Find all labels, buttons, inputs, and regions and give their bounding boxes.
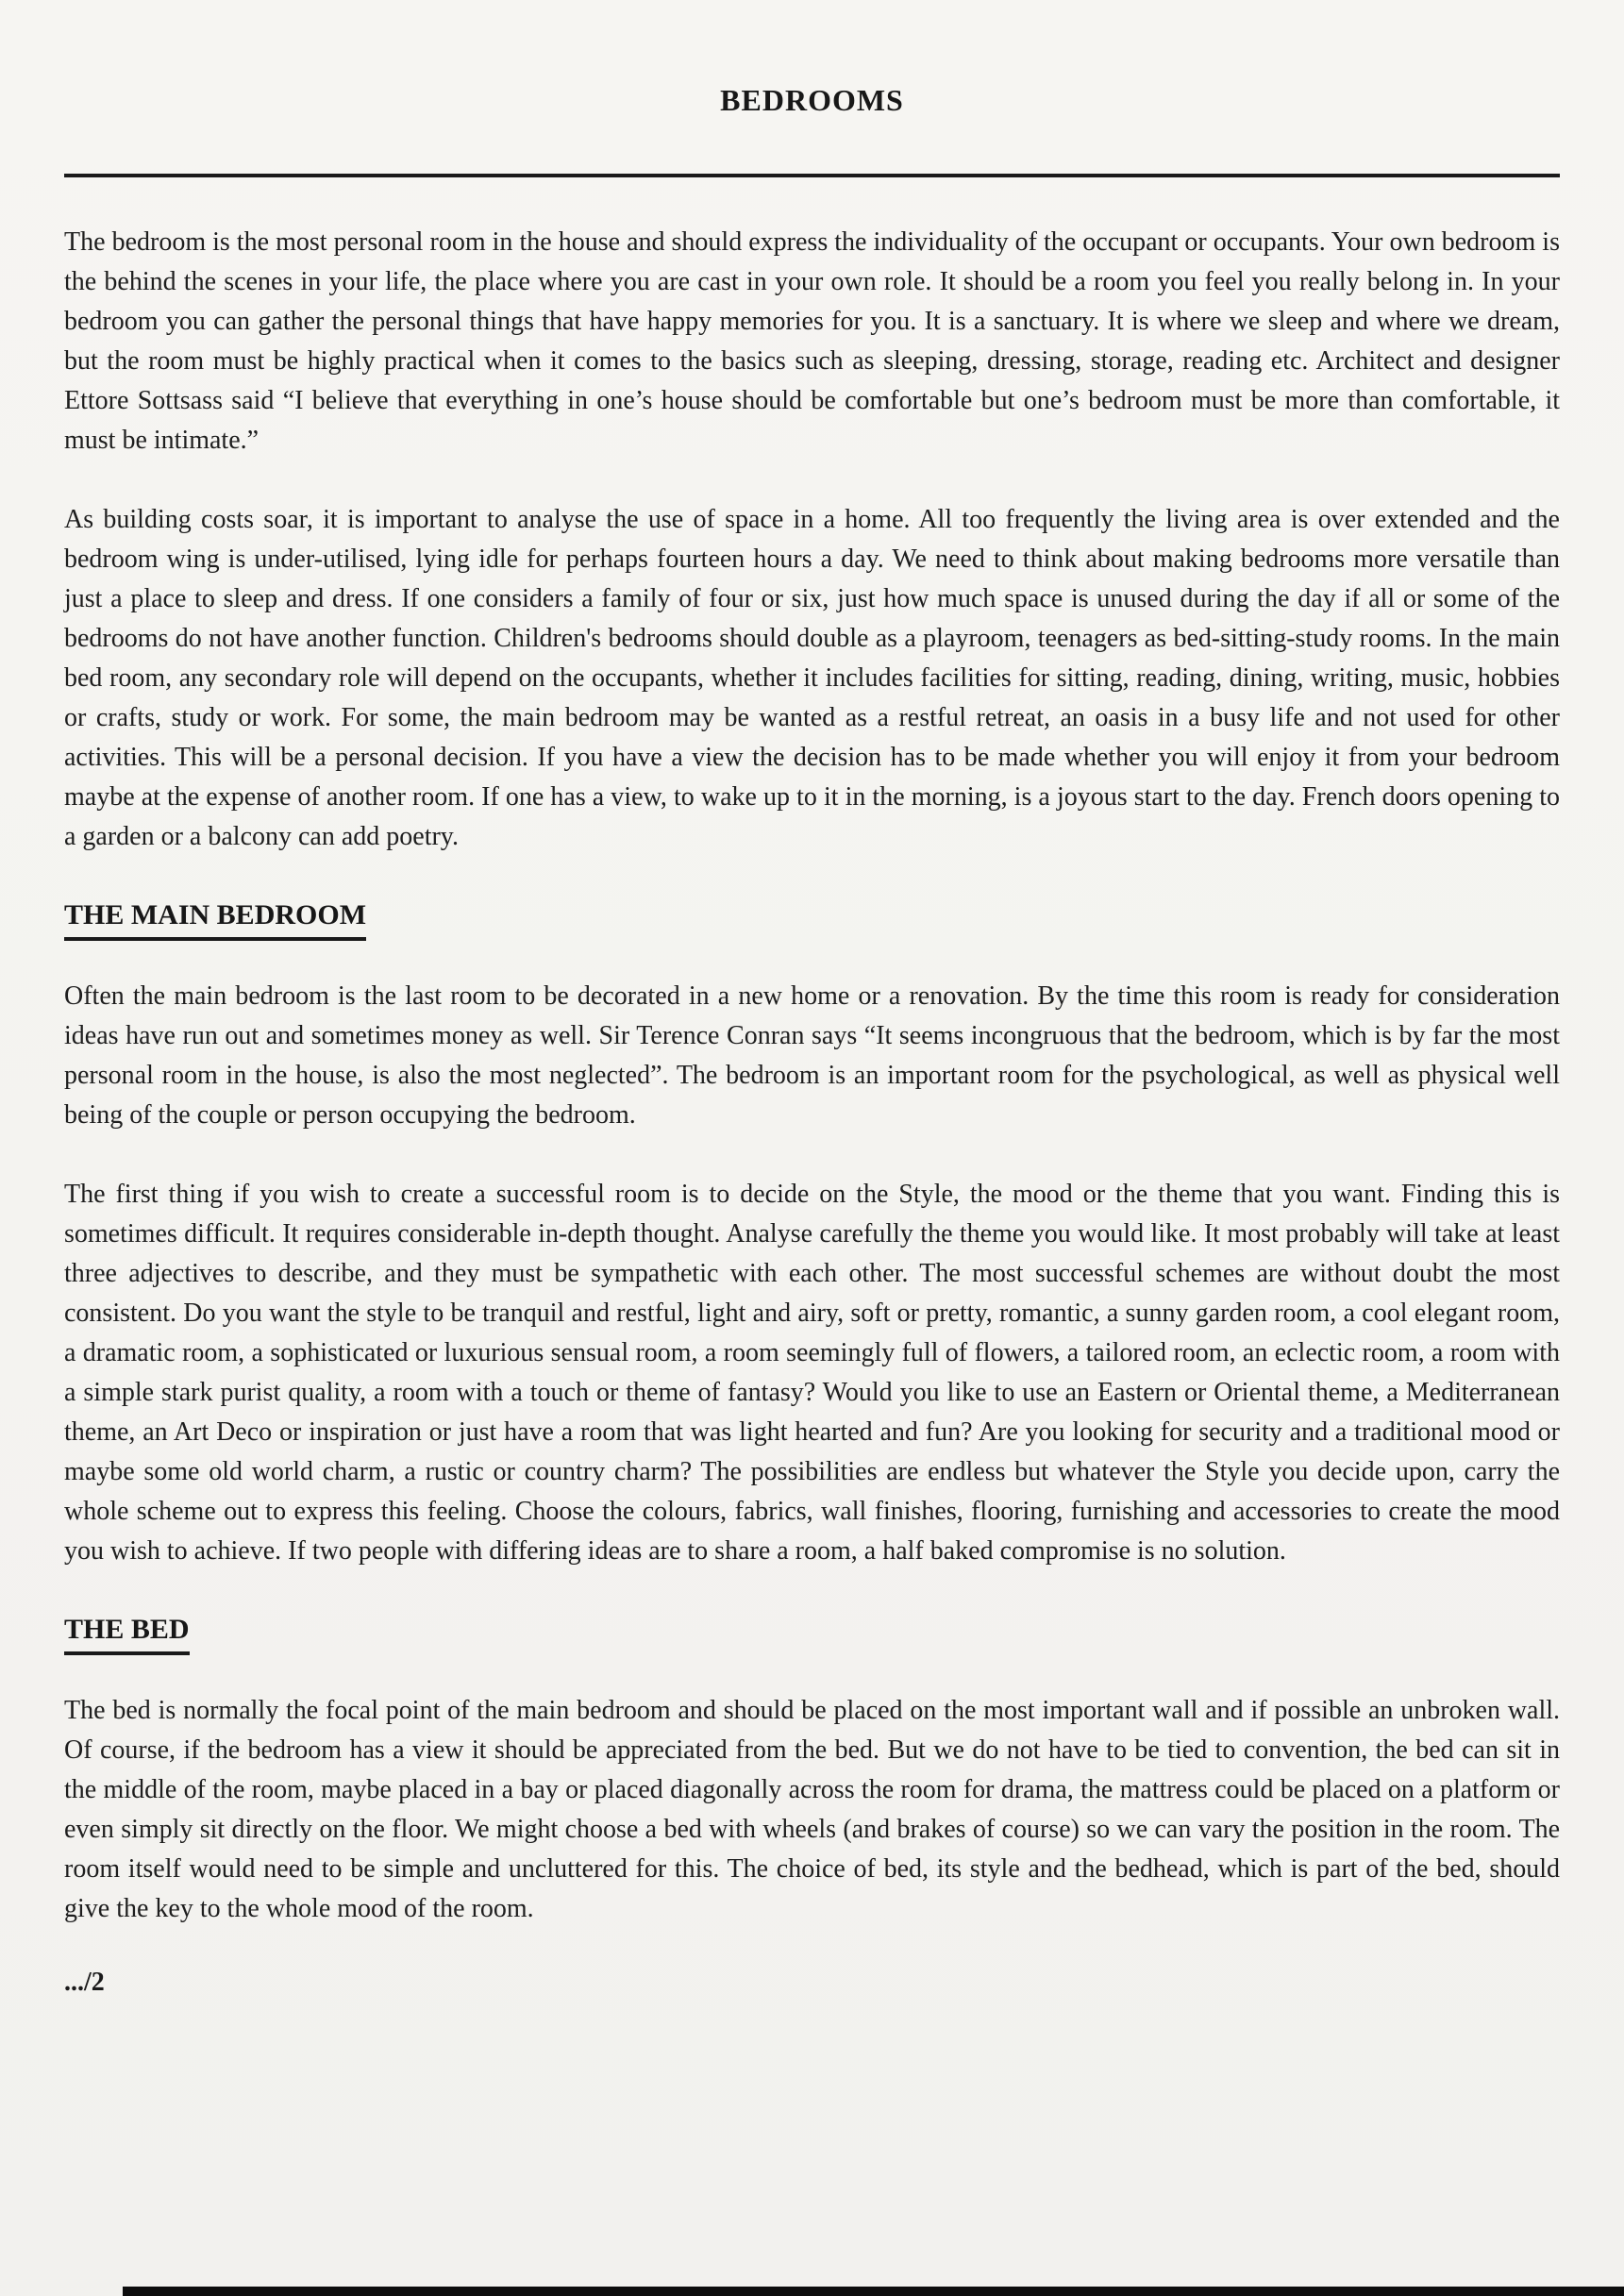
page-footer-continuation-mark: .../2 [64,1968,105,1997]
section-heading-main-bedroom [64,897,1560,941]
intro-paragraph-2: As building costs soar, it is important to analyse the use of space in a home. All too frequently the living area is over extended and the bedroom wing is under-utilised, lying idle for perhaps fourteen hours a day. We need to think about making bedrooms more versatile than just a place to sleep and dress. If one considers a family of four or six, just how much space is unused during the day if all or some of the bedrooms do not have another function. Children's bedrooms should double as a playroom, teenagers as bed-sitting-study rooms. In the main bed room, any secondary role will depend on the occupants, whether it includes facilities for sitting, reading, dining, writing, music, hobbies or crafts, study or work. For some, the main bedroom may be wanted as a restful retreat, an oasis in a busy life and not used for other activities. This will be a personal decision. If you have a view the decision has to be made whether you will enjoy it from your bedroom maybe at the expense of another room. If one has a view, to wake up to it in the morning, is a joyous start to the day. French doors opening to a garden or a balcony can add poetry. [64,505,1560,851]
section-heading-main-bedroom-label: THE MAIN BEDROOM [64,897,366,941]
section-heading-the-bed-label: THE BED [64,1611,190,1655]
intro-paragraph-1: The bedroom is the most personal room in the house and should express the individuality of the occupant or occupants. Your own bedroom is the behind the scenes in your life, the place where you are cast in your own role. It should be a room you feel you really belong in. In your bedroom you can gather the personal things that have happy memories for you. It is a sanctuary. It is where we sleep and where we dream, but the room must be highly practical when it comes to the basics such as sleeping, dressing, storage, reading etc. Architect and designer Ettore Sottsass said “I believe that everything in one’s house should be comfortable but one’s bedroom must be more than comfortable, it must be intimate.” [64,227,1560,455]
main-bedroom-paragraph-1: Often the main bedroom is the last room to be decorated in a new home or a renovation. By the time this room is ready for consideration ideas have run out and sometimes money as well. Sir Terence Conran says “It seems incongruous that the bedroom, which is by far the most personal room in the house, is also the most neglected”. The bedroom is an important room for the psychological, as well as physical well being of the couple or person occupying the bedroom. [64,981,1560,1130]
page-title: BEDROOMS [720,83,904,117]
title-divider [64,174,1560,177]
section-heading-the-bed [64,1611,1560,1655]
the-bed-paragraph-1: The bed is normally the focal point of the main bedroom and should be placed on the most important wall and if possible an unbroken wall. Of course, if the bedroom has a view it should be appreciated from the bed. But we do not have to be tied to convention, the bed can sit in the middle of the room, maybe placed in a bay or placed diagonally across the room for drama, the mattress could be placed on a platform or even simply sit directly on the floor. We might choose a bed with wheels (and brakes of course) so we can vary the position in the room. The room itself would need to be simple and uncluttered for this. The choice of bed, its style and the bedhead, which is part of the bed, should give the key to the whole mood of the room. [64,1696,1560,1923]
main-bedroom-paragraph-2: The first thing if you wish to create a successful room is to decide on the Style, the mood or the theme that you want. Finding this is sometimes difficult. It requires considerable in-depth thought. Analyse carefully the theme you would like. It most probably will take at least three adjectives to describe, and they must be sympathetic with each other. The most successful schemes are without doubt the most consistent. Do you want the style to be tranquil and restful, light and airy, soft or pretty, romantic, a sunny garden room, a cool elegant room, a dramatic room, a sophisticated or luxurious sensual room, a room seemingly full of flowers, a tailored room, an eclectic room, a room with a simple stark purist quality, a room with a touch or theme of fantasy? Would you like to use an Eastern or Oriental theme, a Mediterranean theme, an Art Deco or inspiration or just have a room that was light hearted and fun? Are you looking for security and a traditional mood or maybe some old world charm, a rustic or country charm? The possibilities are endless but whatever the Style you decide upon, carry the whole scheme out to express this feeling. Choose the colours, fabrics, wall finishes, flooring, furnishing and accessories to create the mood you wish to achieve. If two people with differing ideas are to share a room, a half baked compromise is no solution. [64,1180,1560,1566]
scan-artifact-bar [123,2287,1624,2296]
